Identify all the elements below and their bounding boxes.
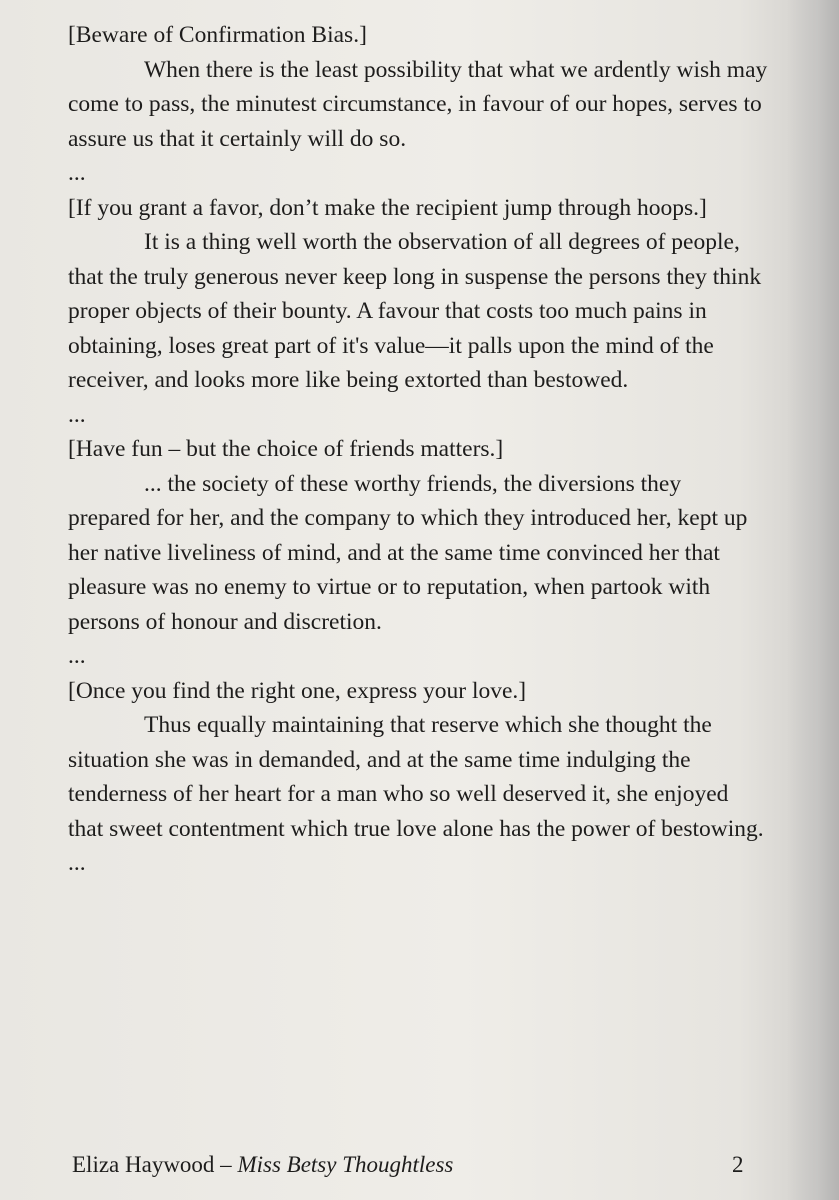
section-ellipsis: ... [68, 850, 86, 876]
page-edge-shadow [787, 0, 839, 1200]
section-heading: [If you grant a favor, don’t make the recipient jump through hoops.] [68, 194, 707, 221]
page-number: 2 [732, 1152, 744, 1177]
footer-author: Eliza Haywood – [72, 1152, 238, 1177]
section-ellipsis: ... [68, 160, 86, 186]
section-text: ... the society of these worthy friends, the diversions they prepared for her, and the company to which they introduced her, kept up her native liveliness of mind, and at the same time convinced her that pleasure was no enemy to virtue or to reputation, when partook with persons of honour and discretion. [68, 470, 748, 635]
page-footer [72, 1150, 752, 1180]
section-heading: [Once you find the right one, express your love.] [68, 677, 527, 704]
section-text: Thus equally maintaining that reserve which she thought the situation she was in demanded, and at the same time indulging the tenderness of her heart for a man who so well deserved it, she enjoyed that sweet contentment which true love alone has the power of bestowing. [68, 712, 764, 842]
footer-book-title: Miss Betsy Thoughtless [237, 1152, 454, 1177]
section-heading: [Beware of Confirmation Bias.] [68, 22, 367, 48]
page-body [68, 18, 768, 881]
section-ellipsis: ... [68, 401, 86, 428]
section-heading: [Have fun – but the choice of friends matters.] [68, 436, 504, 462]
section-text: When there is the least possibility that what we ardently wish may come to pass, the minutest circumstance, in favour of our hopes, serves to assure us that it certainly will do so. [68, 56, 768, 152]
section-text: It is a thing well worth the observation of all degrees of people, that the truly generous never keep long in suspense the persons they think proper objects of their bounty. A favour that costs too much pains in obtaining, loses great part of it's value—it palls upon the mind of the receiver, and looks more like being extorted than bestowed. [68, 229, 762, 393]
section-ellipsis: ... [68, 643, 86, 669]
